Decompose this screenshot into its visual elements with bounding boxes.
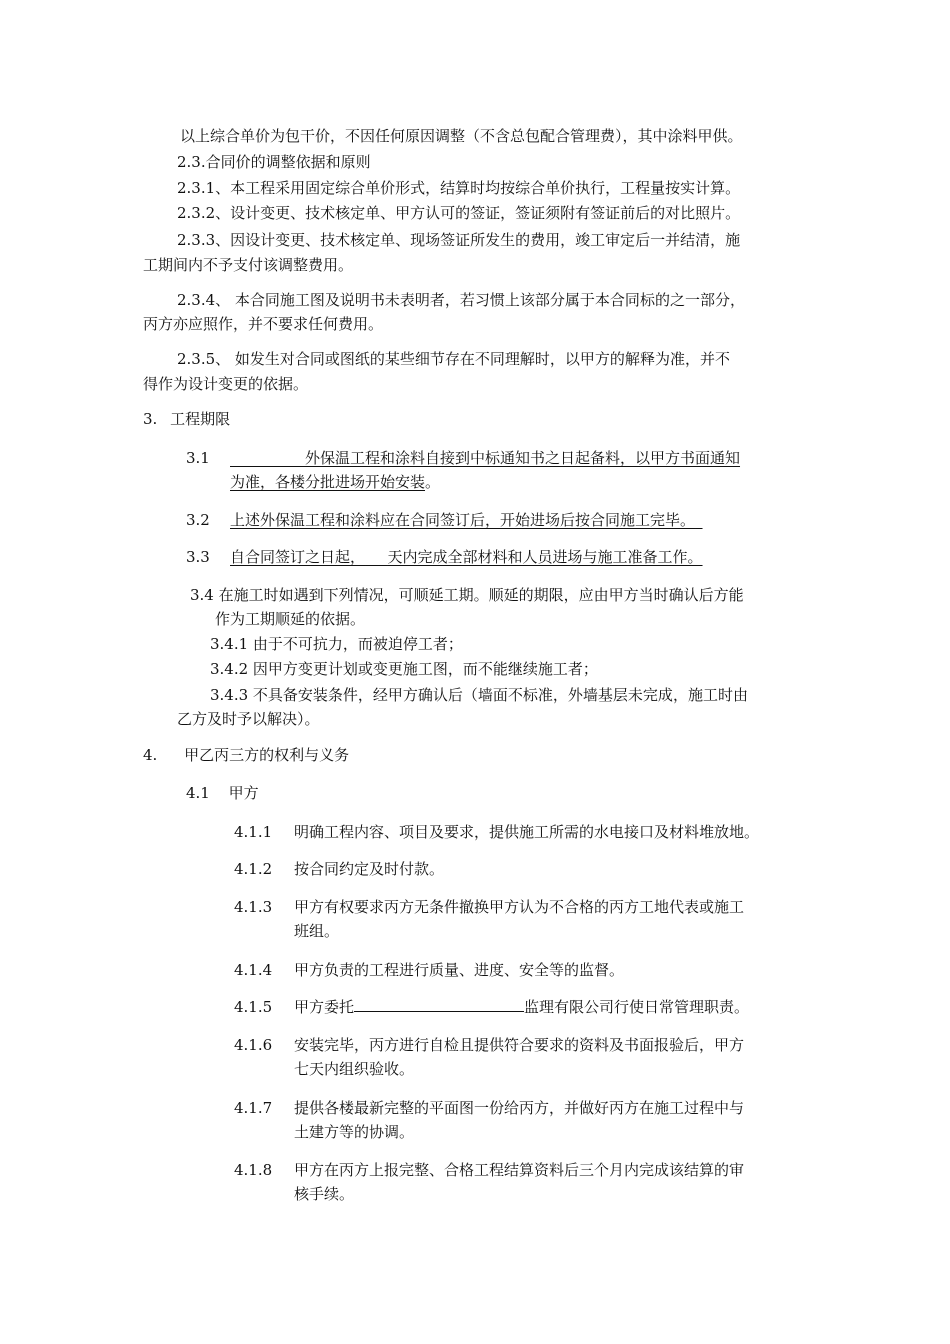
section-3-number: 3. [143,410,158,428]
clause-3-3-part-a: 自合同签订之日起， [230,548,366,566]
para-2-3-4-line1: 2.3.4、 本合同施工图及说明书未表明者，若习惯上该部分属于本合同标的之一部分， [177,291,745,309]
para-2-3-4-line2: 丙方亦应照作，并不要求任何费用。 [143,315,384,333]
para-2-3-3-line2: 工期间内不予支付该调整费用。 [143,256,354,274]
item-4-1-4-text: 甲方负责的工程进行质量、进度、安全等的监督。 [294,961,625,979]
item-4-1-7-line2: 土建方等的协调。 [294,1123,415,1141]
clause-3-1-period: 。 [425,473,441,491]
item-4-1-3-line2: 班组。 [294,922,340,940]
item-4-1-5-number: 4.1.5 [234,998,273,1016]
clause-3-1-text-b: 为准，各楼分批进场开始安装 [230,473,426,491]
clause-3-2-text [230,508,703,532]
item-4-1-5-part-a: 甲方委托 [294,998,355,1016]
item-4-1-4-number: 4.1.4 [234,961,273,979]
clause-3-1-number: 3.1 [186,449,210,467]
clause-3-3-number: 3.3 [186,548,210,566]
item-4-1-6-line1: 安装完毕，丙方进行自检且提供符合要求的资料及书面报验后，甲方 [294,1036,745,1054]
clause-3-1-line2 [230,470,440,494]
para-2-3-2: 2.3.2、设计变更、技术核定单、甲方认可的签证，签证须附有签证前后的对比照片。 [177,204,741,222]
para-unit-price: 以上综合单价为包干价，不因任何原因调整（不含总包配合管理费），其中涂料甲供。 [180,127,743,145]
item-4-1-5-part-b: 监理有限公司行使日常管理职责。 [524,998,750,1016]
para-2-3-3-line1: 2.3.3、因设计变更、技术核定单、现场签证所发生的费用，竣工审定后一并结清，施 [177,231,741,249]
clause-3-4-3-line1: 3.4.3 不具备安装条件，经甲方确认后（墙面不标准，外墙基层未完成，施工时由 [210,686,748,704]
item-4-1-7-number: 4.1.7 [234,1099,273,1117]
para-2-3: 2.3.合同价的调整依据和原则 [177,153,371,171]
para-2-3-5-line2: 得作为设计变更的依据。 [143,375,309,393]
para-2-3-5-line1: 2.3.5、 如发生对合同或图纸的某些细节存在不同理解时，以甲方的解释为准，并不 [177,350,730,368]
clause-3-4-2: 3.4.2 因甲方变更计划或变更施工图，而不能继续施工者； [210,660,598,678]
supervisor-name-blank [354,995,524,1012]
clause-3-2-underlined: 上述外保温工程和涂料应在合同签订后，开始进场后按合同施工完毕。 [230,511,696,529]
item-4-1-8-line2: 核手续。 [294,1185,355,1203]
item-4-1-5-text [294,995,749,1019]
clause-3-3-text [230,545,703,569]
section-4-title: 甲乙丙三方的权利与义务 [184,746,350,764]
item-4-1-2-text: 按合同约定及时付款。 [294,860,445,878]
item-4-1-6-line2: 七天内组织验收。 [294,1060,415,1078]
item-4-1-8-number: 4.1.8 [234,1161,273,1179]
section-4-number: 4. [143,746,158,764]
section-4-heading [143,743,349,767]
clause-3-4-3-line2: 乙方及时予以解决）。 [177,710,320,728]
clause-3-3-blank [365,548,388,566]
clause-4-1-number: 4.1 [186,784,210,802]
item-4-1-2-number: 4.1.2 [234,860,273,878]
item-4-1-3-number: 4.1.3 [234,898,273,916]
clause-3-1-gap [230,449,305,467]
clause-3-4-1: 3.4.1 由于不可抗力，而被迫停工者； [210,635,463,653]
item-4-1-6-number: 4.1.6 [234,1036,273,1054]
clause-3-4-line1: 3.4 在施工时如遇到下列情况，可顺延工期。顺延的期限，应由甲方当时确认后方能 [190,586,744,604]
section-3-title: 工程期限 [170,410,231,428]
clause-3-4-line2: 作为工期顺延的依据。 [215,610,366,628]
clause-4-1-heading [186,781,259,805]
item-4-1-3-line1: 甲方有权要求丙方无条件撤换甲方认为不合格的丙方工地代表或施工 [294,898,745,916]
item-4-1-7-line1: 提供各楼最新完整的平面图一份给丙方，并做好丙方在施工过程中与 [294,1099,745,1117]
item-4-1-1-text: 明确工程内容、项目及要求，提供施工所需的水电接口及材料堆放地。 [294,823,760,841]
clause-3-3-part-b: 天内完成全部材料和人员进场与施工准备工作。 [387,548,703,566]
para-2-3-1: 2.3.1、本工程采用固定综合单价形式，结算时均按综合单价执行，工程量按实计算。 [177,179,741,197]
clause-3-2-number: 3.2 [186,511,210,529]
item-4-1-8-line1: 甲方在丙方上报完整、合格工程结算资料后三个月内完成该结算的审 [294,1161,745,1179]
clause-3-1-line1 [230,446,740,470]
item-4-1-1-number: 4.1.1 [234,823,273,841]
section-3-heading [143,407,230,431]
clause-3-1-text-a: 外保温工程和涂料自接到中标通知书之日起备料，以甲方书面通知 [305,449,741,467]
clause-4-1-title: 甲方 [228,784,259,802]
